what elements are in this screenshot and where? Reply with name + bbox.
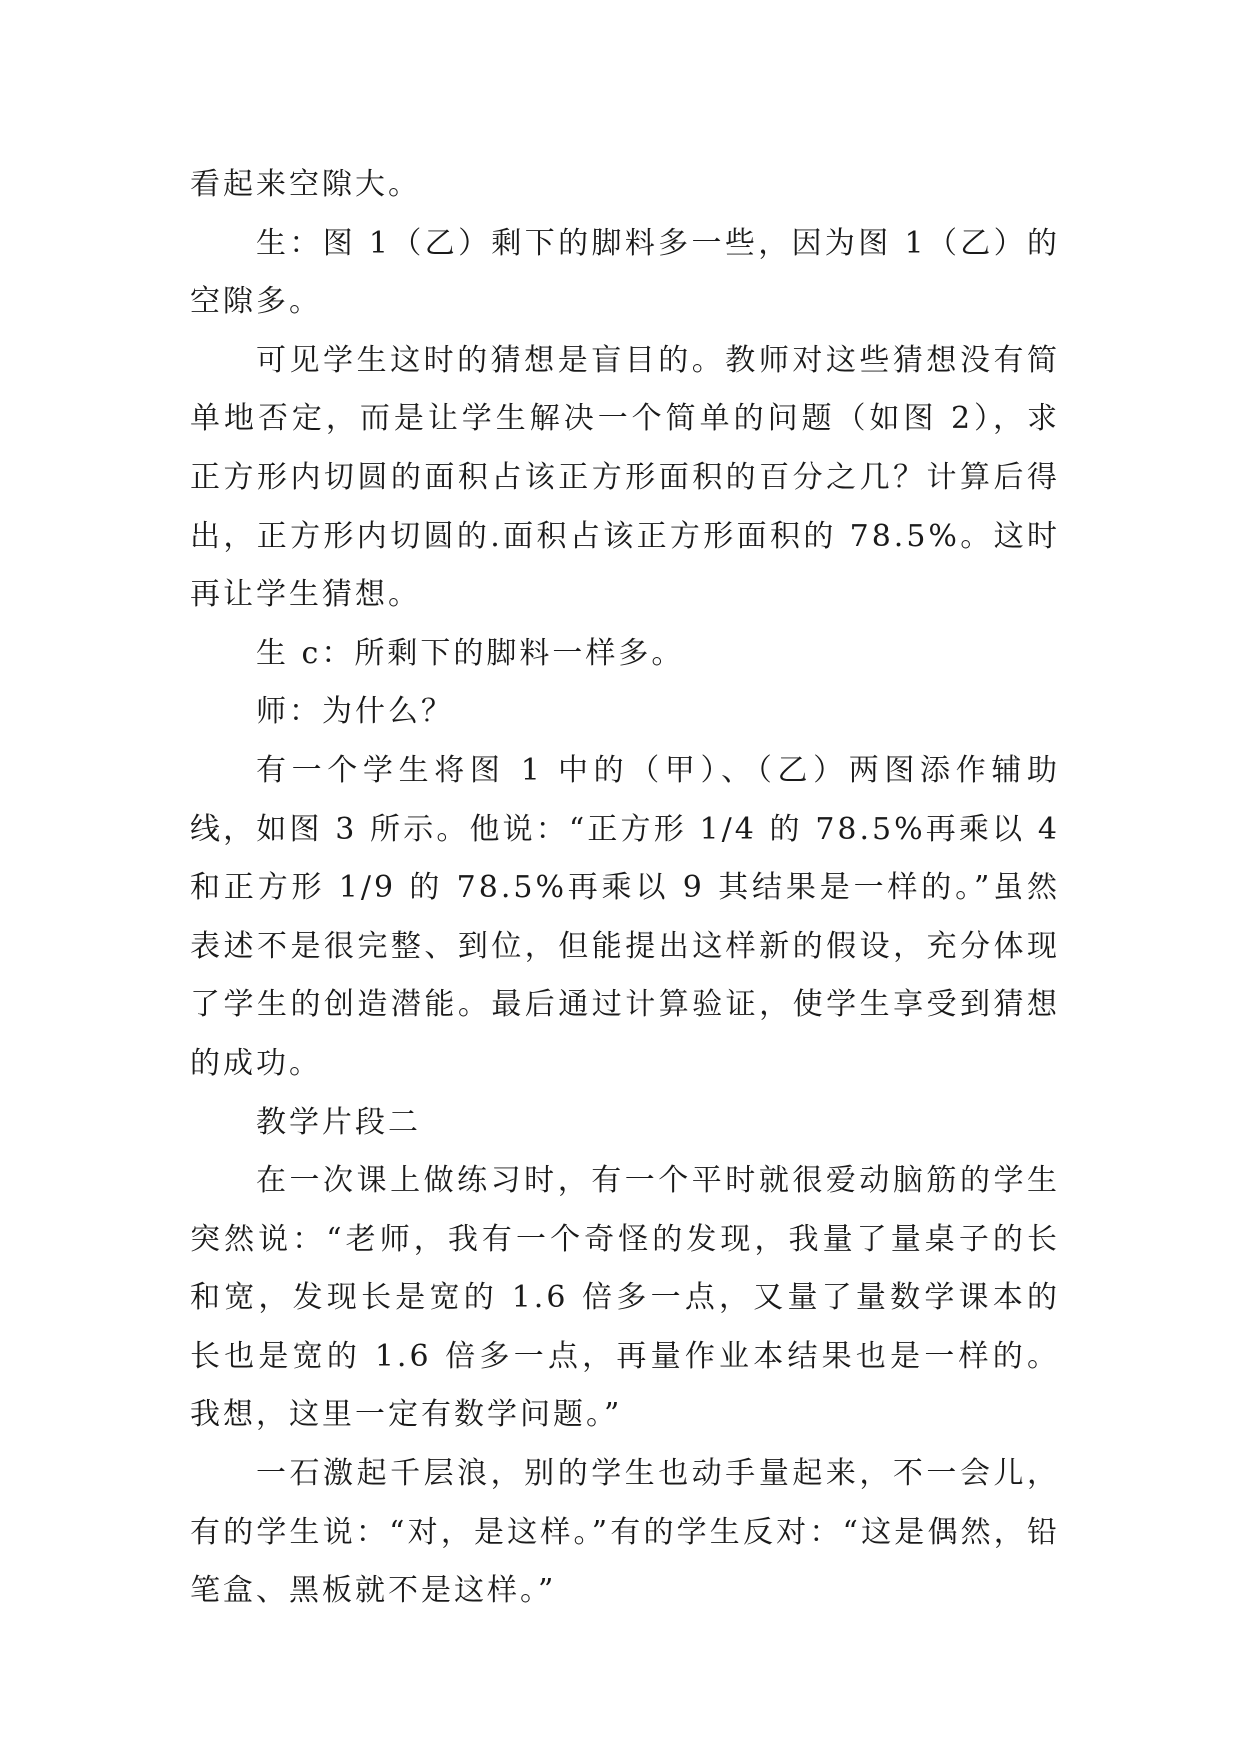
paragraph-2: 生：图 1（乙）剩下的脚料多一些，因为图 1（乙）的空隙多。 — [190, 225, 1060, 320]
paragraph-4: 生 c：所剩下的脚料一样多。 — [256, 635, 685, 671]
paragraph-5: 师：为什么？ — [256, 694, 454, 730]
paragraph-1: 看起来空隙大。 — [190, 167, 421, 202]
section-heading: 教学片段二 — [256, 1104, 421, 1140]
paragraph-3: 可见学生这时的猜想是盲目的。教师对这些猜想没有简单地否定，而是让学生解决一个简单的问题（如图 2），求正方形内切圆的面积占该正方形面积的百分之几？计算后得出，正方形内切圆的.面积占该正方形面积的 78.5%。这时再让学生猜想。 — [190, 342, 1060, 613]
paragraph-8: 在一次课上做练习时，有一个平时就很爱动脑筋的学生突然说：“老师，我有一个奇怪的发现，我量了量桌子的长和宽，发现长是宽的 1.6 倍多一点，又量了量数学课本的长也是宽的 1.6 倍多一点，再量作业本结果也是一样的。我想，这里一定有数学问题。” — [190, 1163, 1060, 1433]
paragraph-6: 有一个学生将图 1 中的（甲）、（乙）两图添作辅助线，如图 3 所示。他说：“正方形 1/4 的 78.5%再乘以 4 和正方形 1/9 的 78.5%再乘以 9 其结果是一样的。”虽然表述不是很完整、到位，但能提出这样新的假设，充分体现了学生的创造潜能。最后通过计算验证，使学生享受到猜想的成功。 — [190, 752, 1060, 1081]
document-body — [190, 156, 1060, 1621]
paragraph-9: 一石激起千层浪，别的学生也动手量起来，不一会儿，有的学生说：“对，是这样。”有的学生反对：“这是偶然，铅笔盒、黑板就不是这样。” — [190, 1456, 1060, 1609]
